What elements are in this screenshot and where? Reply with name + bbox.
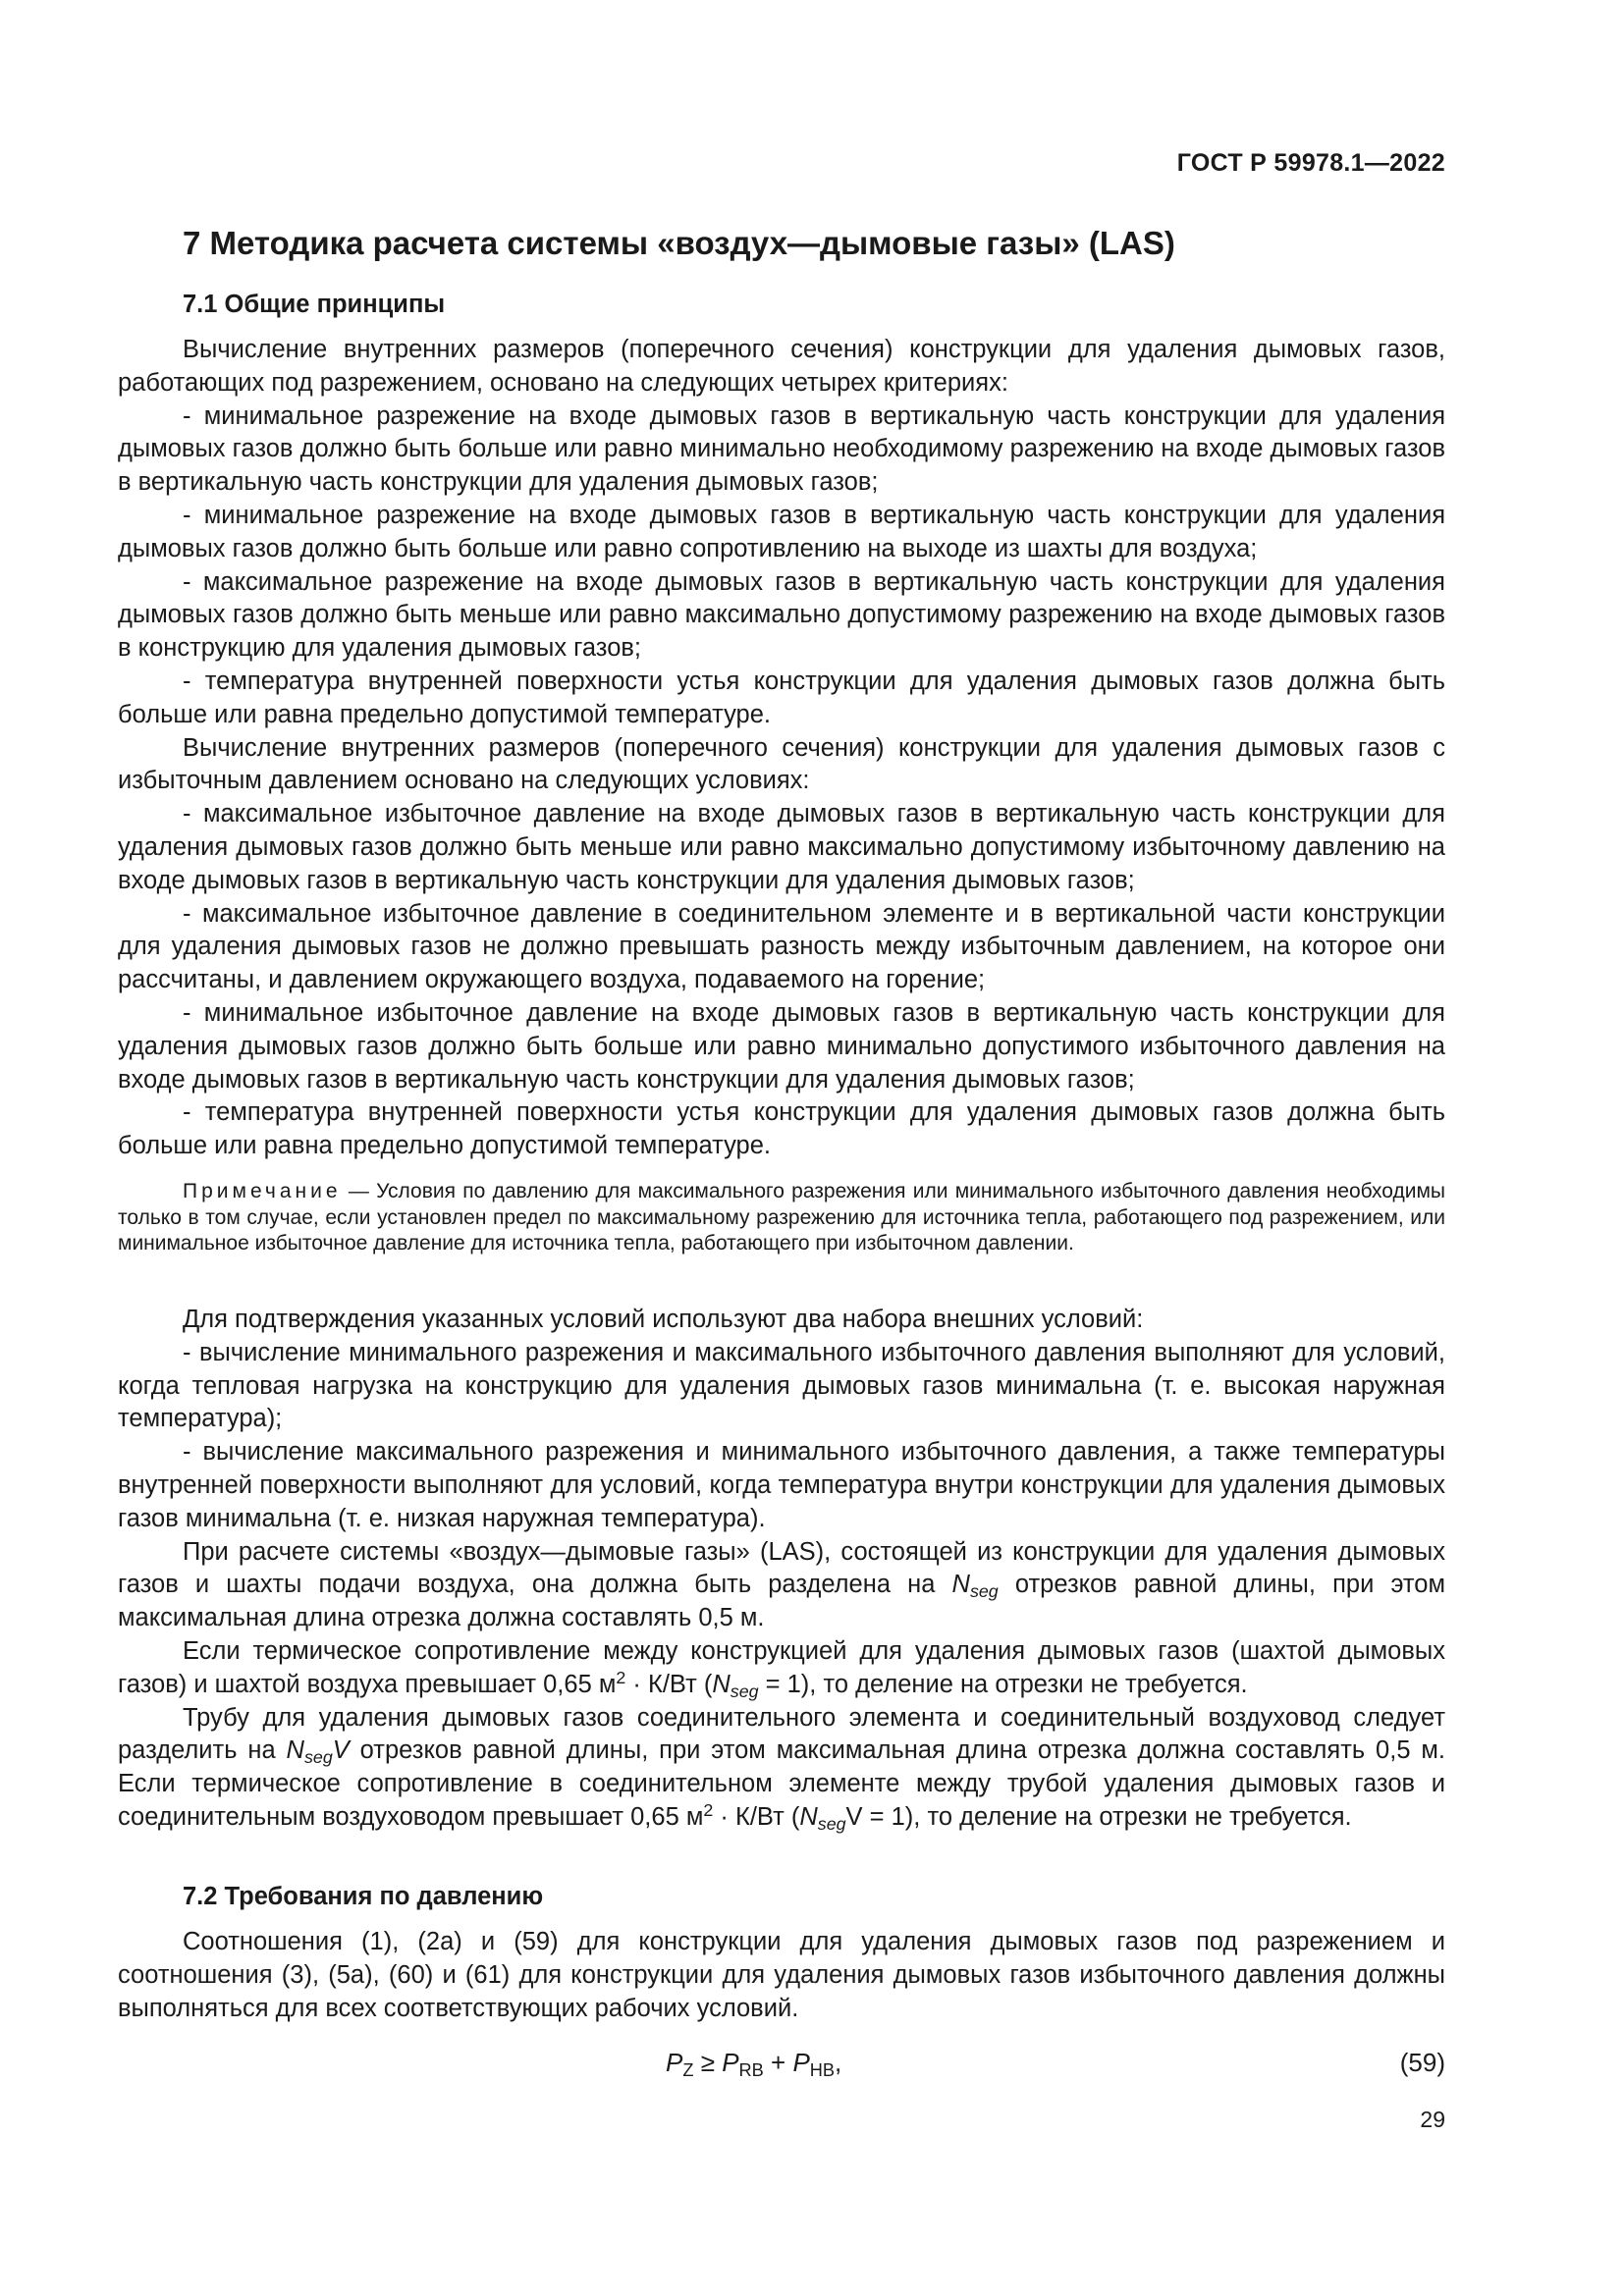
list-item: - минимальное избыточное давление на входе дымовых газов в вертикальную часть конструкции для удаления дымовых газов должно быть больше или равно минимально допустимого избыточного давления на входе дымовых газов в вертикальную часть конструкции для удаления дымовых газов;: [118, 998, 1445, 1094]
paragraph-thermal-resistance: Если термическое сопротивление между конструкцией для удаления дымовых газов (шахтой дымовых газов) и шахтой воздуха превышает 0,65 $м^2 \cdot К/Вт$ $(N_{seg} = 1)$, то деление на отрезки не требуется.: [118, 1636, 1445, 1701]
subsection-7-1-title: 7.1 Общие принципы: [183, 291, 446, 318]
list-item: - температура внутренней поверхности устья конструкции для удаления дымовых газов должна быть больше или равна предельно допустимой температуре.: [118, 1098, 1445, 1160]
note-text: — Условия по давлению для максимального разрежения или минимального избыточного давления необходимы только в том случае, если установлен предел по максимальному разрежению для источника тепла, работающего под разрежением, или минимальное избыточное давление для источника тепла, работающего при избыточном давлении.: [118, 1180, 1445, 1255]
formula-59: $P_Z \ge P_{RB} + P_{HB}$,: [666, 2048, 842, 2080]
list-item: - максимальное избыточное давление на входе дымовых газов в вертикальную часть конструкции для удаления дымовых газов должно быть меньше или равно максимально допустимому избыточному давлению на входе дымовых газов в вертикальную часть конструкции для удаления дымовых газов;: [118, 800, 1445, 894]
paragraph: Вычисление внутренних размеров (поперечного сечения) конструкции для удаления дымовых газов, работающих под разрежением, основано на следующих четырех критериях:: [118, 336, 1445, 397]
paragraph-connecting-element: Трубу для удаления дымовых газов соединительного элемента и соединительный воздуховод следует разделить на $N_{seg}V$ отрезков равной длины, при этом максимальная длина отрезка должна составлять 0,5 м. Если термическое сопротивление в соединительном элементе между трубой удаления дымовых газов и соединительным воздуховодом превышает 0,65 $м^2 \cdot К/Вт$ $(N_{seg}V = 1)$, то деление на отрезки не требуется.: [118, 1703, 1445, 1834]
standard-code-header: ГОСТ Р 59978.1—2022: [1176, 149, 1445, 177]
paragraph: Соотношения (1), (2а) и (59) для конструкции для удаления дымовых газов под разрежением и соотношения (3), (5а), (60) и (61) для конструкции для удаления дымовых газов избыточного давления должны выполняться для всех соответствующих рабочих условий.: [118, 1928, 1445, 2022]
note-block: [118, 1179, 1445, 1257]
section-body-pressure: [118, 1926, 1445, 2025]
list-item: - максимальное разрежение на входе дымовых газов в вертикальную часть конструкции для удаления дымовых газов должно быть меньше или равно максимально допустимому разрежению на входе дымовых газов в конструкцию для удаления дымовых газов;: [118, 567, 1445, 663]
subsection-7-2-title: 7.2 Требования по давлению: [183, 1883, 544, 1910]
list-item: - вычисление максимального разрежения и минимального избыточного давления, а также температуры внутренней поверхности выполняют для условий, когда температура внутри конструкции для удаления дымовых газов минимальна (т. е. низкая наружная температура).: [118, 1438, 1445, 1532]
list-item: - вычисление минимального разрежения и максимального избыточного давления выполняют для условий, когда тепловая нагрузка на конструкцию для удаления дымовых газов минимальна (т. е. высокая наружная температура);: [118, 1338, 1445, 1433]
paragraph: Вычисление внутренних размеров (поперечного сечения) конструкции для удаления дымовых газов с избыточным давлением основано на следующих условиях:: [118, 733, 1445, 795]
note-label: Примечание: [183, 1180, 342, 1202]
formula-number: (59): [1399, 2048, 1445, 2077]
section-body-conditions: [118, 1304, 1445, 1835]
list-item: - максимальное избыточное давление в соединительном элементе и в вертикальной части конструкции для удаления дымовых газов не должно превышать разность между избыточным давлением, на которое они рассчитаны, и давлением окружающего воздуха, подаваемого на горение;: [118, 899, 1445, 994]
paragraph: Для подтверждения указанных условий используют два набора внешних условий:: [183, 1306, 1144, 1333]
page-number: 29: [1420, 2107, 1445, 2132]
paragraph-segmentation: При расчете системы «воздух—дымовые газы» (LAS), состоящей из конструкции для удаления дымовых газов и шахты подачи воздуха, она должна быть разделена на $N_{seg}$ отрезков равной длины, при этом максимальная длина отрезка должна составлять 0,5 м.: [118, 1537, 1445, 1632]
list-item: - температура внутренней поверхности устья конструкции для удаления дымовых газов должна быть больше или равна предельно допустимой температуре.: [118, 667, 1445, 728]
list-item: - минимальное разрежение на входе дымовых газов в вертикальную часть конструкции для удаления дымовых газов должно быть больше или равно минимально необходимому разрежению на входе дымовых газов в вертикальную часть конструкции для удаления дымовых газов;: [118, 401, 1445, 497]
list-item: - минимальное разрежение на входе дымовых газов в вертикальную часть конструкции для удаления дымовых газов должно быть больше или равно сопротивлению на выходе из шахты для воздуха;: [118, 501, 1445, 562]
section-body-criteria: [118, 334, 1445, 1163]
section-title: 7 Методика расчета системы «воздух—дымовые газы» (LAS): [183, 225, 1175, 261]
